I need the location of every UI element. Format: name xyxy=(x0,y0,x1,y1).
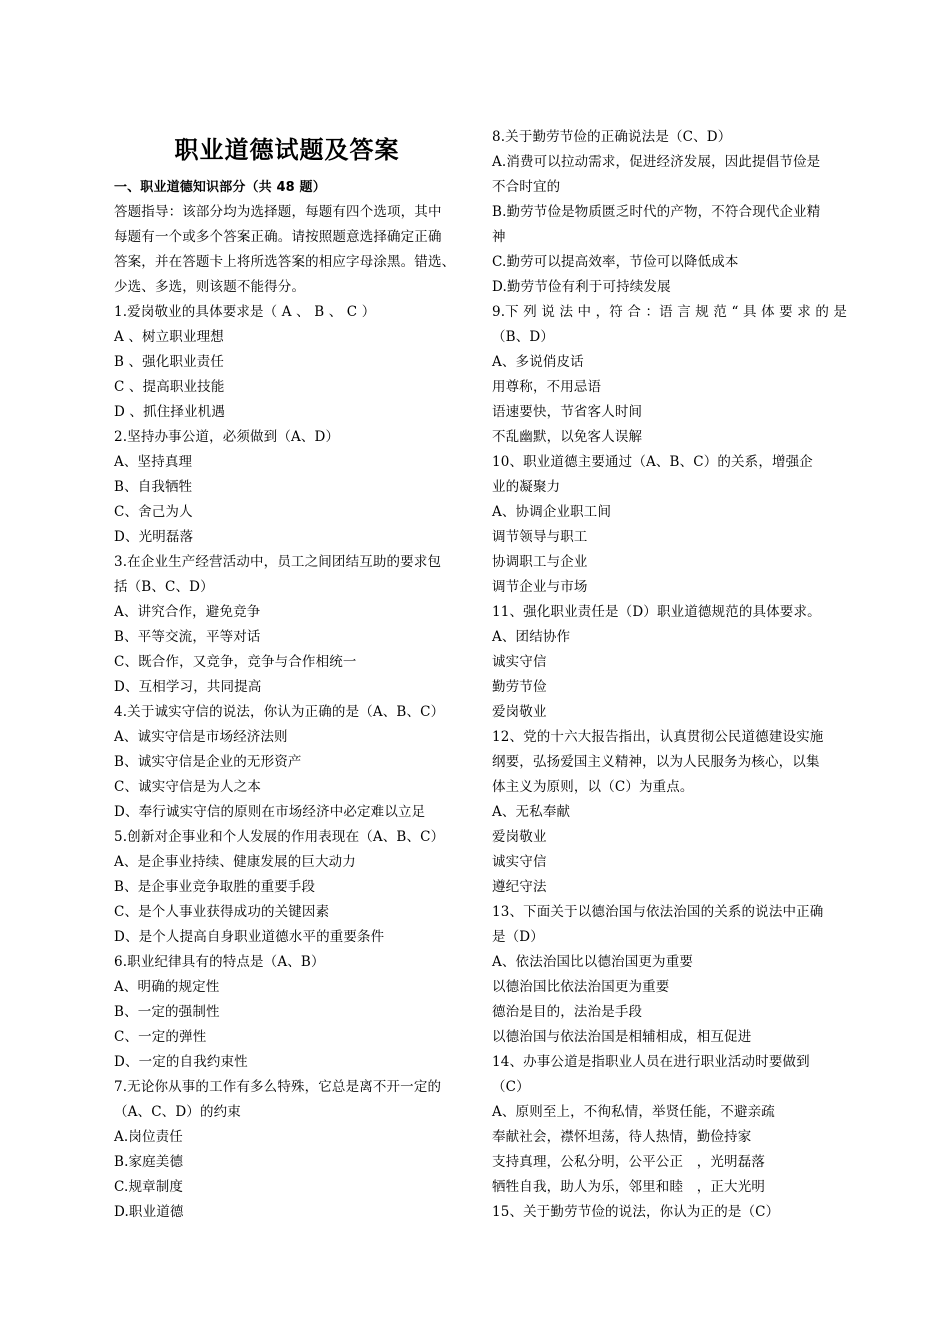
text-line: D、奉行诚实守信的原则在市场经济中必定难以立足 xyxy=(114,804,426,820)
text-line: 以德治国与依法治国是相辅相成，相互促进 xyxy=(492,1029,752,1045)
text-line: A、坚持真理 xyxy=(114,454,193,470)
text-line: 支持真理，公私分明，公平公正 ，光明磊落 xyxy=(492,1154,765,1170)
text-line: D、光明磊落 xyxy=(114,529,194,545)
text-line: B、一定的强制性 xyxy=(114,1004,220,1020)
text-line: A、诚实守信是市场经济法则 xyxy=(114,729,288,745)
text-line: 括（B、C、D） xyxy=(114,579,214,595)
section-heading: 一、职业道德知识部分（共 48 题） xyxy=(114,180,326,195)
text-line: B、是企事业竞争取胜的重要手段 xyxy=(114,879,316,895)
text-line: 诚实守信 xyxy=(492,854,547,870)
text-line: 11、强化职业责任是（D）职业道德规范的具体要求。 xyxy=(492,604,821,620)
text-line: C.勤劳可以提高效率，节俭可以降低成本 xyxy=(492,254,739,270)
text-line: 牺牲自我，助人为乐，邻里和睦 ，正大光明 xyxy=(492,1179,765,1195)
text-line: 9.下 列 说 法 中 ，符 合 ：语 言 规 范 “ 具 体 要 求 的 是 xyxy=(492,304,848,320)
text-line: 爱岗敬业 xyxy=(492,829,547,845)
text-line: 10、职业道德主要通过（A、B、C）的关系，增强企 xyxy=(492,454,813,470)
text-line: （B、D） xyxy=(492,329,554,345)
text-line: B、自我牺牲 xyxy=(114,479,193,495)
text-line: C、一定的弹性 xyxy=(114,1029,207,1045)
text-line: A.岗位责任 xyxy=(114,1129,183,1145)
text-line: A、是企事业持续、健康发展的巨大动力 xyxy=(114,854,356,870)
text-line: B、平等交流，平等对话 xyxy=(114,629,261,645)
text-line: D.职业道德 xyxy=(114,1204,184,1220)
document-title: 职业道德试题及答案 xyxy=(174,136,400,164)
text-line: 用尊称，不用忌语 xyxy=(492,379,602,395)
text-line: 遵纪守法 xyxy=(492,879,547,895)
text-line: 德治是目的，法治是手段 xyxy=(492,1004,643,1020)
text-line: 6.职业纪律具有的特点是（A、B） xyxy=(114,954,325,970)
text-line: 答案，并在答题卡上将所选答案的相应字母涂黑。错选、 xyxy=(114,254,456,270)
text-line: 诚实守信 xyxy=(492,654,547,670)
text-line: A、团结协作 xyxy=(492,629,571,645)
text-line: 体主义为原则，以（C）为重点。 xyxy=(492,779,694,795)
text-line: C、是个人事业获得成功的关键因素 xyxy=(114,904,330,920)
text-line: 语速要快，节省客人时间 xyxy=(492,404,643,420)
text-line: B.勤劳节俭是物质匮乏时代的产物，不符合现代企业精 xyxy=(492,204,821,220)
text-line: 奉献社会，襟怀坦荡，待人热情，勤俭持家 xyxy=(492,1129,752,1145)
text-line: 3.在企业生产经营活动中，员工之间团结互助的要求包 xyxy=(114,554,442,570)
text-line: A、明确的规定性 xyxy=(114,979,220,995)
text-line: 调节企业与市场 xyxy=(492,579,588,595)
text-line: D.勤劳节俭有利于可持续发展 xyxy=(492,279,671,295)
text-line: 1.爱岗敬业的具体要求是（ A 、 B 、 C ） xyxy=(114,304,376,320)
text-line: B.家庭美德 xyxy=(114,1154,184,1170)
text-line: （A、C、D）的约束 xyxy=(114,1104,241,1120)
text-line: B、诚实守信是企业的无形资产 xyxy=(114,754,302,770)
text-line: C、既合作，又竞争，竞争与合作相统一 xyxy=(114,654,357,670)
text-line: A、依法治国比以德治国更为重要 xyxy=(492,954,693,970)
text-line: 7.无论你从事的工作有多么特殊，它总是离不开一定的 xyxy=(114,1079,442,1095)
text-line: 神 xyxy=(492,229,506,245)
text-line: 13、下面关于以德治国与依法治国的关系的说法中正确 xyxy=(492,904,824,920)
text-line: D 、抓住择业机遇 xyxy=(114,404,225,420)
text-line: 不乱幽默，以免客人误解 xyxy=(492,429,643,445)
text-line: 12、党的十六大报告指出，认真贯彻公民道德建设实施 xyxy=(492,729,824,745)
text-line: A、原则至上，不徇私情，举贤任能，不避亲疏 xyxy=(492,1104,775,1120)
text-line: C 、提高职业技能 xyxy=(114,379,225,395)
text-line: 8.关于勤劳节俭的正确说法是（C、D） xyxy=(492,129,732,145)
text-line: 答题指导：该部分均为选择题，每题有四个选项，其中 xyxy=(114,204,442,220)
text-line: 不合时宜的 xyxy=(492,179,561,195)
text-line: A、协调企业职工间 xyxy=(492,504,612,520)
text-line: 15、关于勤劳节俭的说法，你认为正的是（C） xyxy=(492,1204,780,1220)
text-line: 调节领导与职工 xyxy=(492,529,588,545)
text-line: D、是个人提高自身职业道德水平的重要条件 xyxy=(114,929,385,945)
text-line: 业的凝聚力 xyxy=(492,479,561,495)
text-line: 少选、多选，则该题不能得分。 xyxy=(114,279,306,295)
text-line: A 、树立职业理想 xyxy=(114,329,224,345)
text-line: 协调职工与企业 xyxy=(492,554,588,570)
text-line: C.规章制度 xyxy=(114,1179,184,1195)
text-line: C、诚实守信是为人之本 xyxy=(114,779,261,795)
text-line: 2.坚持办事公道，必须做到（A、D） xyxy=(114,429,340,445)
text-line: 是（D） xyxy=(492,929,544,945)
text-line: A.消费可以拉动需求，促进经济发展，因此提倡节俭是 xyxy=(492,154,821,170)
text-line: 每题有一个或多个答案正确。请按照题意选择确定正确 xyxy=(114,229,442,245)
text-line: 勤劳节俭 xyxy=(492,679,547,695)
text-line: A、多说俏皮话 xyxy=(492,354,584,370)
text-line: C、舍己为人 xyxy=(114,504,193,520)
text-line: 爱岗敬业 xyxy=(492,704,547,720)
text-line: D、互相学习，共同提高 xyxy=(114,679,262,695)
text-line: D、一定的自我约束性 xyxy=(114,1054,248,1070)
text-line: 5.创新对企事业和个人发展的作用表现在（A、B、C） xyxy=(114,829,445,845)
text-line: A、讲究合作，避免竞争 xyxy=(114,604,261,620)
text-line: 以德治国比依法治国更为重要 xyxy=(492,979,670,995)
text-line: （C） xyxy=(492,1079,530,1095)
text-line: A、无私奉献 xyxy=(492,804,571,820)
text-line: B 、强化职业责任 xyxy=(114,354,225,370)
text-line: 4.关于诚实守信的说法，你认为正确的是（A、B、C） xyxy=(114,704,445,720)
text-line: 纲要，弘扬爱国主义精神，以为人民服务为核心，以集 xyxy=(492,754,820,770)
text-line: 14、办事公道是指职业人员在进行职业活动时要做到 xyxy=(492,1054,810,1070)
